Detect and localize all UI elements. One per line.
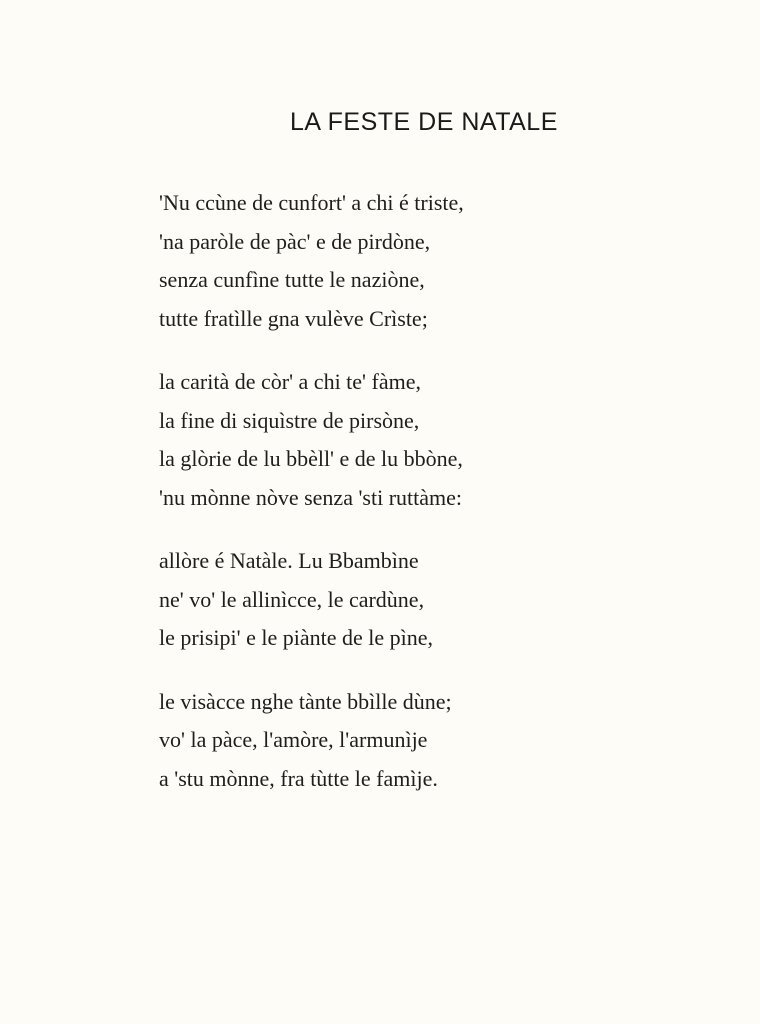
poem-line: vo' la pàce, l'amòre, l'armunìje xyxy=(159,727,428,752)
poem-line: le visàcce nghe tànte bbìlle dùne; xyxy=(159,688,452,714)
poem-line: ne' vo' le allinìcce, le cardùne, xyxy=(159,586,425,612)
stanza-1 xyxy=(159,184,719,338)
stanza-4 xyxy=(159,683,719,799)
stanza-2 xyxy=(159,363,719,517)
poem-line: 'nu mònne nòve senza 'sti ruttàme: xyxy=(159,484,463,510)
poem-line: tutte fratìlle gna vulève Crìste; xyxy=(159,305,428,331)
poem-line: allòre é Natàle. Lu Bbambìne xyxy=(159,548,419,573)
poem-line: senza cunfìne tutte le naziòne, xyxy=(159,267,425,292)
stanza-3 xyxy=(159,542,719,658)
poem-line: le prisipi' e le piànte de le pìne, xyxy=(159,625,433,650)
poem-line: la fine di siquìstre de pirsòne, xyxy=(159,407,420,433)
poem-line: 'na paròle de pàc' e de pirdòne, xyxy=(159,228,431,254)
poem-body xyxy=(159,184,719,823)
poem-line: 'Nu ccùne de cunfort' a chi é triste, xyxy=(159,190,464,215)
poem-line: la glòrie de lu bbèll' e de lu bbòne, xyxy=(159,446,463,471)
poem-line: a 'stu mònne, fra tùtte le famìje. xyxy=(159,765,438,791)
poem-line: la carità de còr' a chi te' fàme, xyxy=(159,369,421,394)
poem-title: LA FESTE DE NATALE xyxy=(290,108,558,136)
